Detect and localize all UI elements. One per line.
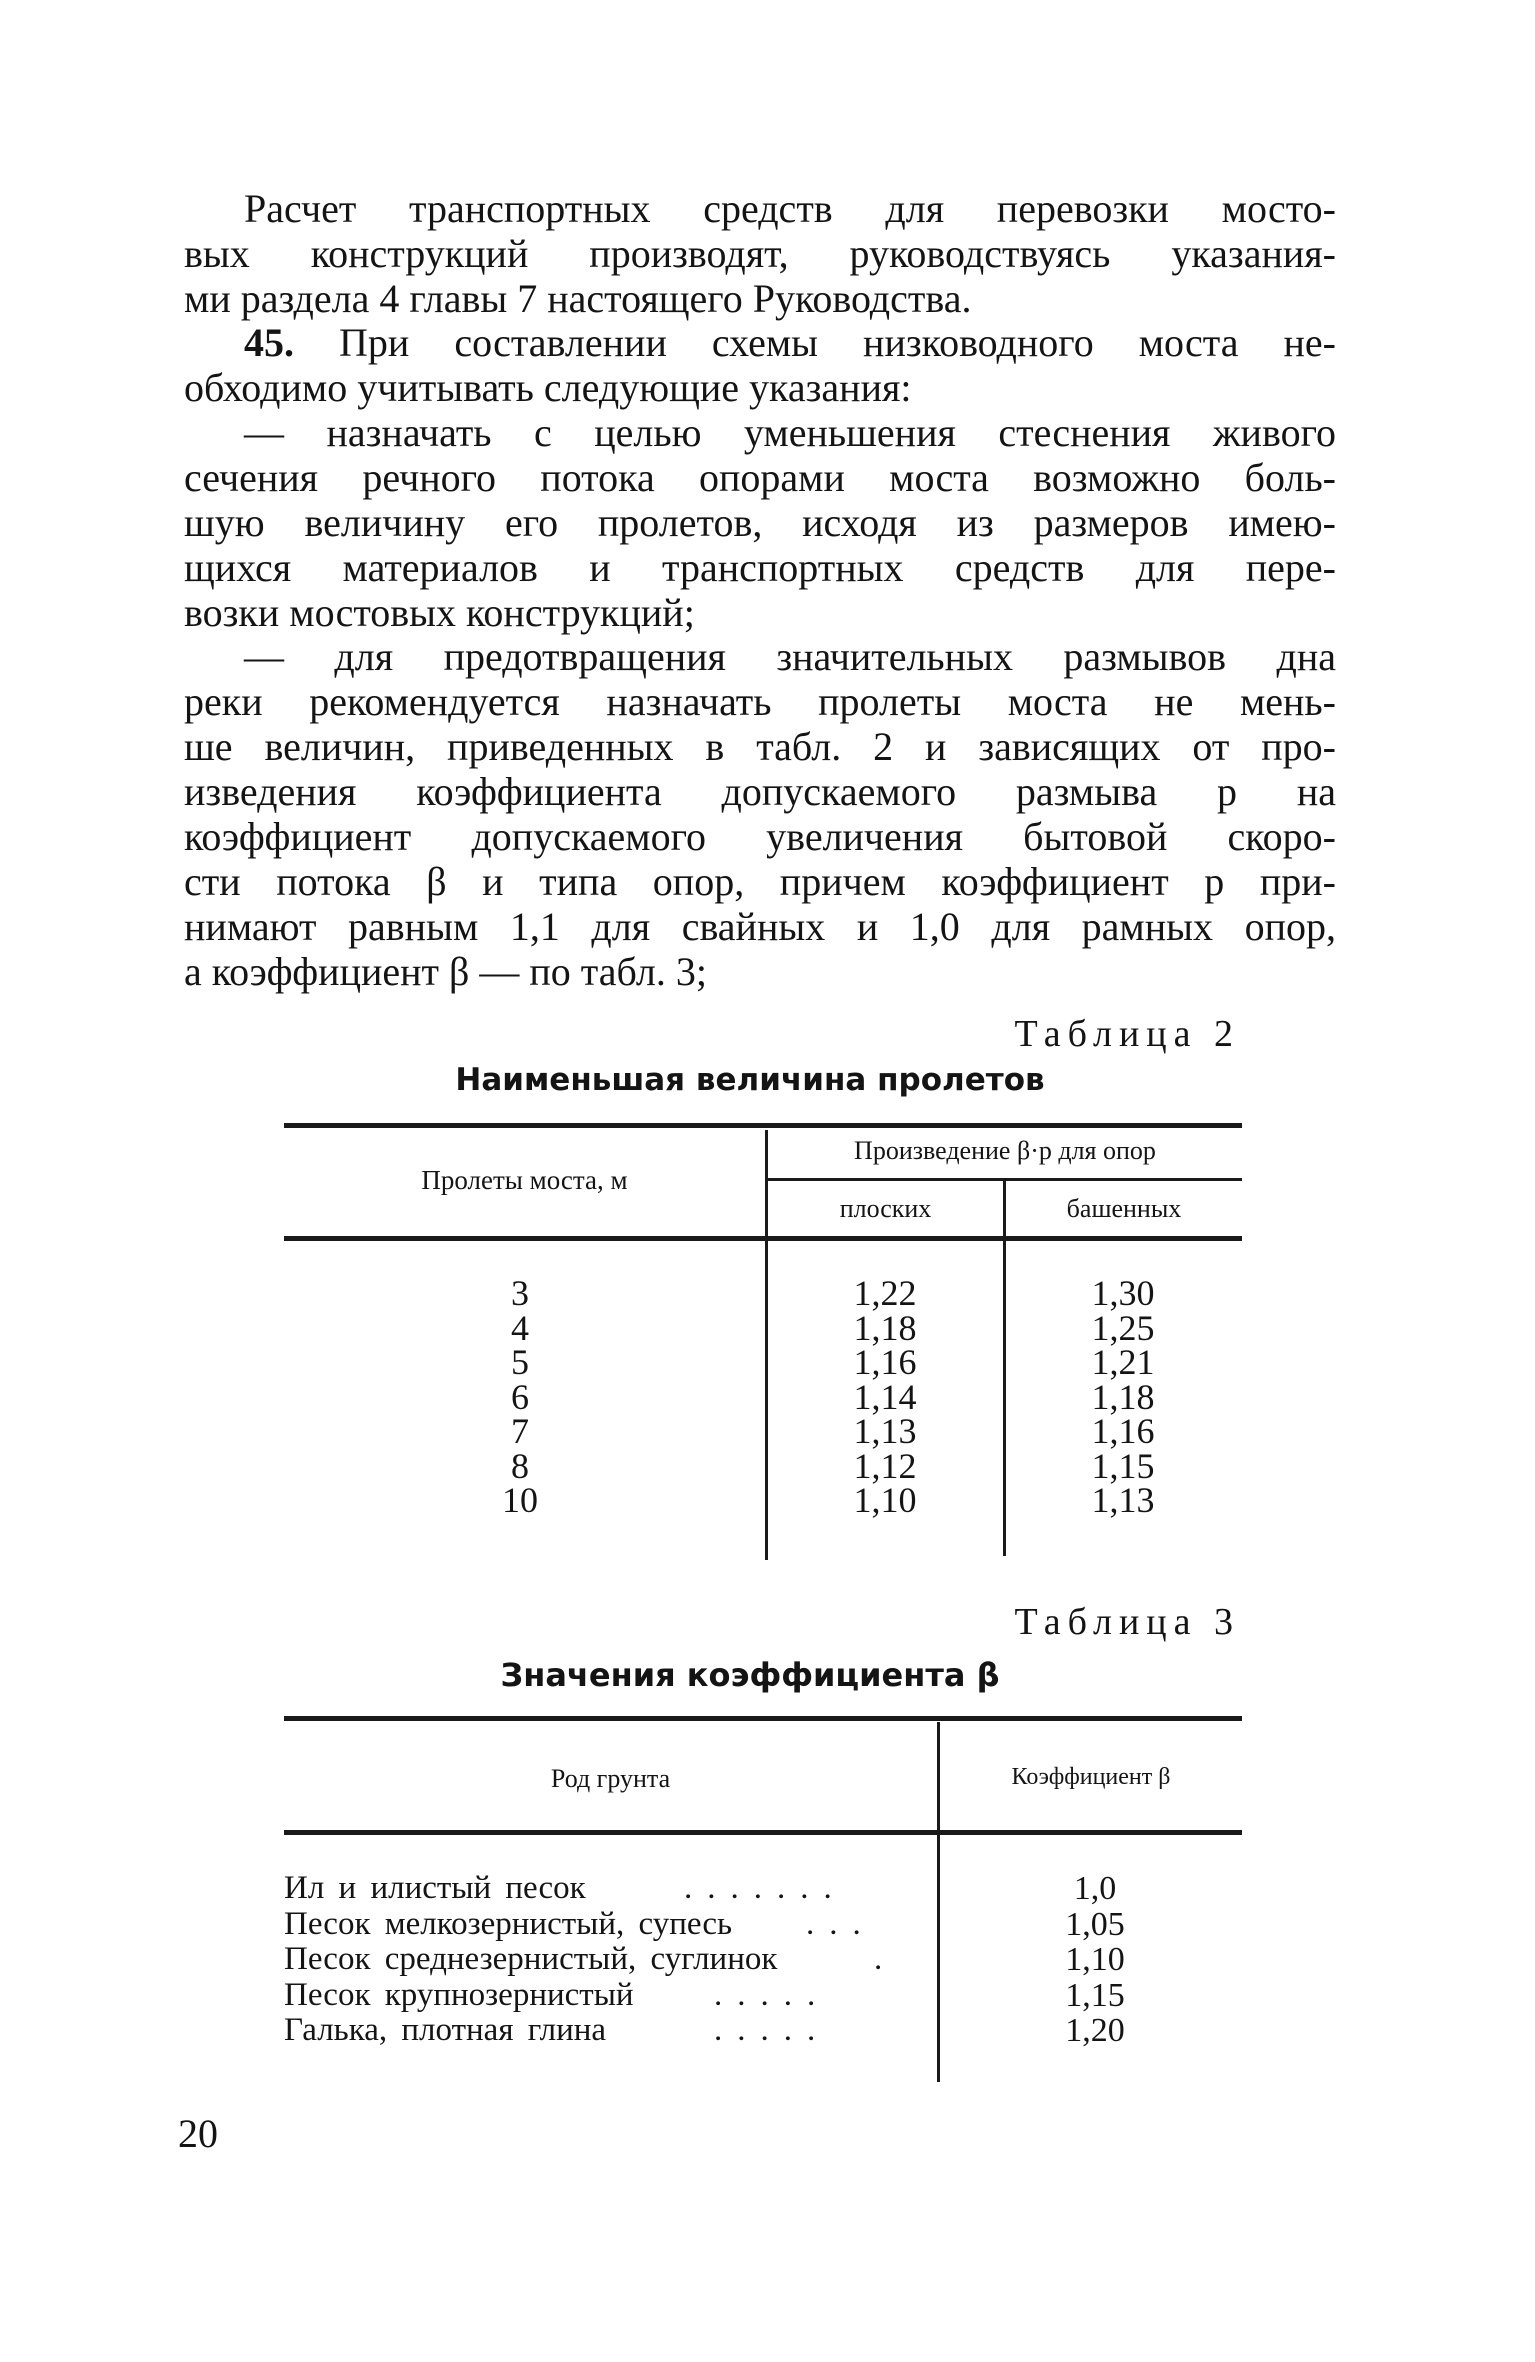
text-line: ше величин, приведенных в табл. 2 и зависящих от про- bbox=[184, 724, 1336, 769]
table2-cell: 3 bbox=[511, 1273, 529, 1313]
text-line: Расчет транспортных средств для перевозки мосто- bbox=[244, 186, 1336, 231]
table3-soil-column bbox=[284, 1871, 914, 2049]
item-number: 45. bbox=[244, 320, 294, 365]
table2-cell: 1,13 bbox=[1091, 1480, 1155, 1520]
text-line: возки мостовых конструкций; bbox=[184, 590, 695, 635]
table2-cell: 4 bbox=[511, 1307, 529, 1348]
table2-cell: 1,25 bbox=[1091, 1307, 1155, 1348]
text-line: изведения коэффициента допускаемого размыва р на bbox=[184, 769, 1336, 814]
table3-cell: 1,15 bbox=[1065, 1976, 1125, 2014]
table2-cell: 1,15 bbox=[1091, 1445, 1155, 1486]
table2-cell: 1,21 bbox=[1091, 1342, 1155, 1382]
table2-title: Наименьшая величина пролетов bbox=[455, 1062, 1045, 1098]
table2-cell: 8 bbox=[511, 1445, 529, 1486]
table2-caption: Таблица 2 bbox=[1014, 1013, 1240, 1055]
table2-cell: 1,12 bbox=[853, 1445, 917, 1486]
text-line: ми раздела 4 главы 7 настоящего Руководства. bbox=[184, 276, 972, 321]
text-line: щихся материалов и транспортных средств для пере- bbox=[184, 545, 1336, 590]
table3-caption: Таблица 3 bbox=[1014, 1601, 1240, 1643]
table2-col-divider-2 bbox=[1003, 1181, 1006, 1556]
soil-name: Галька, плотная глина bbox=[284, 2012, 607, 2048]
table2-cell: 1,18 bbox=[1091, 1376, 1155, 1417]
table3-cell: 1,05 bbox=[1065, 1905, 1125, 1943]
table2-cell: 1,14 bbox=[853, 1376, 917, 1417]
table2-cell: 1,10 bbox=[853, 1480, 917, 1520]
text-line bbox=[184, 320, 1336, 365]
text-line: реки рекомендуется назначать пролеты моста не мень- bbox=[184, 679, 1336, 724]
text-line: — для предотвращения значительных размывов дна bbox=[244, 634, 1336, 679]
table3-header-bottom-rule bbox=[284, 1830, 1242, 1835]
soil-name: Песок среднезернистый, суглинок bbox=[284, 1941, 778, 1977]
paragraph-item-45 bbox=[184, 320, 1336, 410]
table2-cell: 10 bbox=[502, 1480, 538, 1520]
soil-name: Песок мелкозернистый, супесь bbox=[284, 1905, 733, 1942]
paragraph-scour-guidance bbox=[184, 634, 1336, 994]
table3-title: Значения коэффициента β bbox=[500, 1656, 1000, 1694]
table2-header-product: Произведение β·р для опор bbox=[854, 1136, 1156, 1165]
table3-row: Песок мелкозернистый, супесь ... bbox=[284, 1905, 876, 1942]
table2-cell: 1,16 bbox=[1091, 1411, 1155, 1451]
table2-cell: 1,18 bbox=[853, 1307, 917, 1348]
soil-name: Песок крупнозернистый bbox=[284, 1976, 634, 2013]
text-line: сти потока β и типа опор, причем коэффициент р при- bbox=[184, 859, 1336, 904]
text-line: обходимо учитывать следующие указания: bbox=[184, 365, 912, 410]
table3-top-rule bbox=[284, 1716, 1242, 1721]
table3-row: Ил и илистый песок ....... bbox=[284, 1870, 847, 1906]
text-line: При составлении схемы низководного моста не- bbox=[339, 320, 1336, 365]
table2-header-tower: башенных bbox=[1066, 1194, 1182, 1223]
table2-header-flat: плоских bbox=[839, 1194, 932, 1223]
soil-name: Ил и илистый песок bbox=[284, 1870, 586, 1906]
table2-top-rule bbox=[284, 1123, 1242, 1128]
table3-header-soil: Род грунта bbox=[550, 1764, 671, 1793]
table2-flat-column bbox=[830, 1273, 940, 1520]
paragraph-spans-guidance bbox=[184, 410, 1336, 635]
table3-coef-column bbox=[1040, 1871, 1150, 2049]
table3-row: Галька, плотная глина ..... bbox=[284, 2012, 831, 2048]
text-line: вых конструкций производят, руководствуясь указания- bbox=[184, 231, 1336, 276]
table3-row: Песок среднезернистый, суглинок . bbox=[284, 1941, 883, 1977]
table2-cell: 1,13 bbox=[853, 1411, 917, 1451]
table2-header-spans: Пролеты моста, м bbox=[421, 1165, 628, 1195]
table2-header-bottom-rule bbox=[284, 1236, 1242, 1241]
text-line: — назначать с целью уменьшения стеснения живого bbox=[244, 410, 1336, 455]
table2-spans-column bbox=[480, 1273, 560, 1520]
text-line: шую величину его пролетов, исходя из размеров имею- bbox=[184, 500, 1336, 545]
paragraph-intro bbox=[184, 186, 1336, 321]
text-line: нимают равным 1,1 для свайных и 1,0 для рамных опор, bbox=[184, 904, 1336, 949]
table2-cell: 1,30 bbox=[1091, 1273, 1155, 1313]
table3-cell: 1,0 bbox=[1073, 1870, 1117, 1907]
table2-cell: 1,16 bbox=[853, 1342, 917, 1382]
table2-cell: 6 bbox=[511, 1376, 529, 1417]
table2-cell: 1,22 bbox=[853, 1273, 917, 1313]
table3-row: Песок крупнозернистый ..... bbox=[284, 1976, 831, 2013]
text-line: а коэффициент β — по табл. 3; bbox=[184, 949, 707, 994]
page-number: 20 bbox=[178, 2111, 218, 2156]
table3-cell: 1,10 bbox=[1065, 1941, 1125, 1978]
table3-cell: 1,20 bbox=[1065, 2012, 1125, 2049]
table2-tower-column bbox=[1068, 1273, 1178, 1520]
table2-cell: 5 bbox=[511, 1342, 529, 1382]
table3-header-coef: Коэффициент β bbox=[1011, 1764, 1171, 1790]
text-line: сечения речного потока опорами моста возможно боль- bbox=[184, 455, 1336, 500]
table2-cell: 7 bbox=[511, 1411, 529, 1451]
text-line: коэффициент допускаемого увеличения бытовой скоро- bbox=[184, 814, 1336, 859]
